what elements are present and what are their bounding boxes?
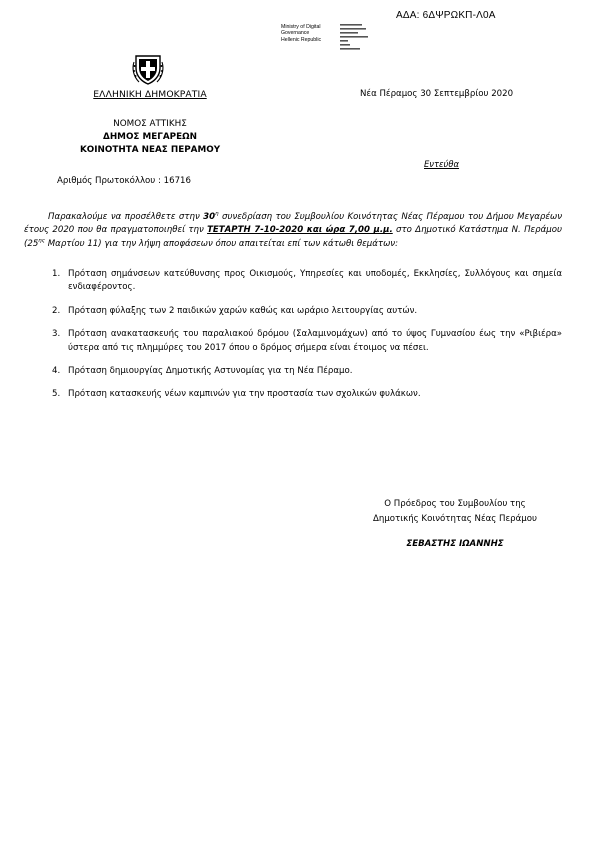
- agenda-item-number: 1.: [52, 269, 61, 279]
- recipient-label: Εντεύθα: [424, 159, 460, 169]
- meeting-datetime: ΤΕΤΑΡΤΗ 7-10-2020 και ώρα 7,00 μ.μ.: [207, 225, 393, 236]
- signature-details-scribble: [340, 23, 370, 53]
- republic-heading: [60, 89, 240, 100]
- place-date: Νέα Πέραμος 30 Σεπτεμβρίου 2020: [360, 89, 514, 99]
- agenda-item-text: Πρόταση σημάνσεων κατεύθυνσης προς Οικισμούς, Υπηρεσίες και υποδομές, Εκκλησίες, Συλλόγους και σημεία ενδιαφέροντος.: [68, 269, 562, 293]
- agenda-item-number: 2.: [52, 305, 61, 316]
- agenda-item: [52, 388, 562, 401]
- agenda-item-number: 4.: [52, 366, 61, 377]
- agenda-item: [52, 268, 562, 295]
- agenda-item: [52, 365, 562, 378]
- agenda-item-text: Πρόταση φύλαξης των 2 παιδικών χαρών καθώς και ωράριο λειτουργίας αυτών.: [68, 305, 418, 316]
- session-number: 30: [203, 212, 216, 222]
- intro-text: Παρακαλούμε να προσέλθετε στην: [48, 212, 204, 222]
- community-name: ΚΟΙΝΟΤΗΤΑ ΝΕΑΣ ΠΕΡΑΜΟΥ: [79, 145, 221, 155]
- agenda-item: [52, 328, 562, 355]
- agenda-item: [52, 305, 562, 318]
- greek-coat-of-arms-icon: [131, 52, 165, 86]
- authority-block: [55, 118, 245, 157]
- republic-heading-text: ΕΛΛΗΝΙΚΗ ΔΗΜΟΚΡΑΤΙΑ: [93, 89, 207, 100]
- signatory-name: ΣΕΒΑΣΤΗΣ ΙΩΑΝΝΗΣ: [406, 539, 504, 549]
- agenda-item-text: Πρόταση δημιουργίας Δημοτικής Αστυνομίας για τη Νέα Πέραμο.: [68, 366, 353, 377]
- stamp-line: Hellenic Republic: [281, 36, 322, 43]
- agenda-list: [52, 268, 562, 412]
- signatory-role-line: Ο Πρόεδρος του Συμβουλίου της: [384, 499, 526, 509]
- intro-text: Μαρτίου 11) για την λήψη αποφάσεων όπου απαιτείται επί των κάτωθι θεμάτων:: [45, 238, 398, 249]
- street-ordinal: ης: [38, 237, 46, 244]
- digital-signature-details: [340, 23, 370, 54]
- municipality-name: ΔΗΜΟΣ ΜΕΓΑΡΕΩΝ: [103, 132, 197, 142]
- invitation-paragraph: [24, 211, 562, 251]
- agenda-item-text: Πρόταση κατασκευής νέων καμπινών για την προστασία των σχολικών φυλάκων.: [68, 389, 421, 400]
- agenda-item-number: 5.: [52, 389, 61, 400]
- protocol-number: Αριθμός Πρωτοκόλλου : 16716: [57, 176, 191, 186]
- intro-text: συνεδρίαση του Συμβουλίου Κοινότητας Νέας Πέραμου του Δήμου Μεγαρέων έτους 2020 που θα πραγματοποιηθεί την: [24, 212, 562, 236]
- signatory-role-line: Δημοτικής Κοινότητας Νέας Περάμου: [373, 514, 537, 524]
- agenda-item-number: 3.: [52, 329, 61, 340]
- intro-text: στο Δημοτικό Κατάστημα Ν. Περάμου (25: [24, 225, 562, 249]
- session-ordinal: η: [215, 211, 219, 218]
- agenda-item-text: Πρόταση ανακατασκευής του παραλιακού δρόμου (Σαλαμινομάχων) από το ύψος Γυμνασίου έως την «Ριβιέρα» ύστερα από τις πλημμύρες του 2017 όπου ο δρόμος σήμερα είναι έτοιμος να πέσει.: [68, 329, 562, 353]
- stamp-line: Governance: [281, 30, 310, 37]
- ada-code: ΑΔΑ: 6ΔΨΡΩΚΠ-Λ0Α: [396, 10, 496, 21]
- signatory-role: [330, 497, 580, 527]
- digital-signature-stamp: [281, 24, 321, 43]
- stamp-line: Ministry of Digital: [281, 24, 321, 30]
- prefecture-name: ΝΟΜΟΣ ΑΤΤΙΚΗΣ: [113, 119, 187, 129]
